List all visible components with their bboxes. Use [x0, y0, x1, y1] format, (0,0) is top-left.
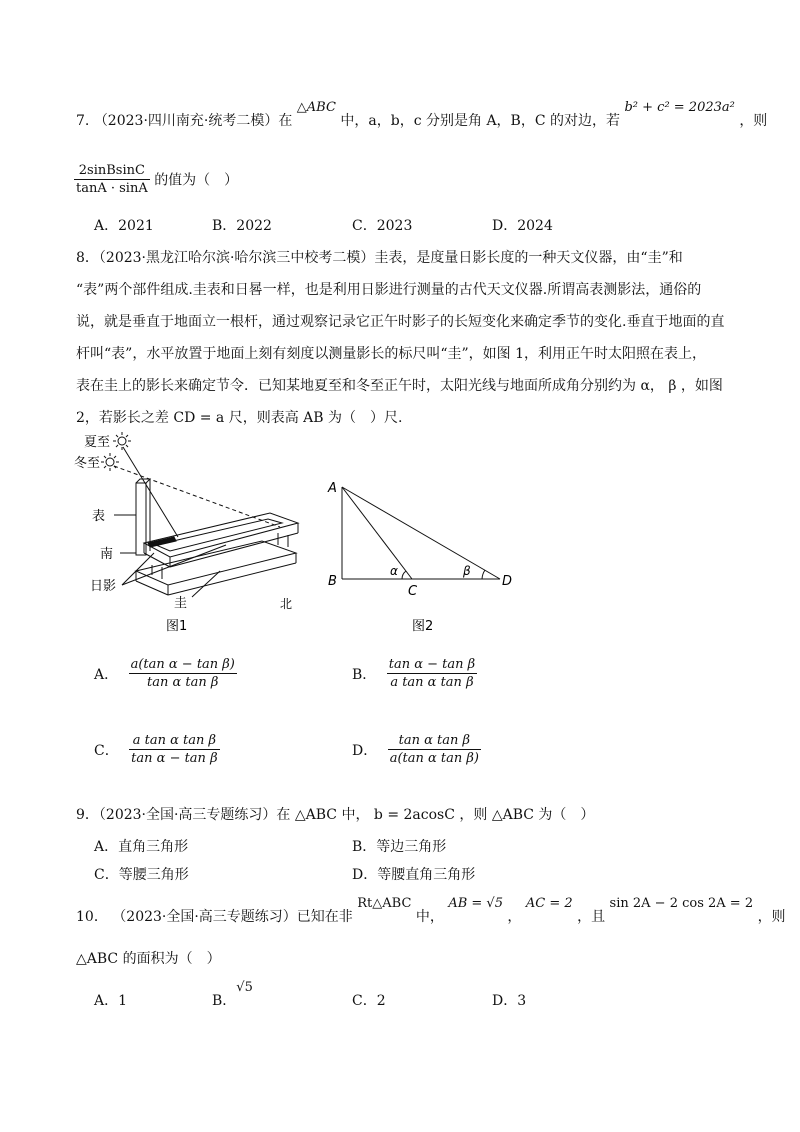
q8-option-b-numerator: tan α − tan β [388, 657, 476, 672]
label-riying: 日影 [90, 579, 117, 594]
q8-option-d-numerator: tan α tan β [388, 732, 481, 750]
q8-option-d-denominator: a(tan α tan β) [389, 751, 479, 766]
point-D: D [502, 574, 513, 589]
q8-option-b-fraction [387, 656, 477, 691]
fig2-caption: 图2 [412, 619, 434, 634]
q9-option-d-text: 等腰直角三角形 [377, 867, 476, 883]
q7-text-end: ，则 [739, 113, 768, 129]
q7-fraction-denominator: tanA · sinA [76, 181, 148, 196]
q7-fraction [74, 162, 150, 197]
q7-triangle: △ABC [296, 100, 336, 115]
q8-stem-line2: “表”两个部件组成.圭表和日晷一样，也是利用日影进行测量的古代天文仪器.所谓高表测影法，通俗的 [76, 282, 702, 298]
q10-sep: ， [507, 909, 522, 925]
label-gui: 圭 [174, 596, 188, 611]
summer-sun-rays [113, 432, 131, 450]
q10-option-b-text: √5 [236, 980, 253, 995]
q8-option-b[interactable] [352, 656, 477, 691]
q10-option-c[interactable] [352, 990, 386, 1010]
q8-option-d[interactable] [352, 732, 481, 767]
winter-ray [114, 466, 280, 527]
q10-option-c-text: 2 [376, 993, 386, 1009]
q10-text-end: ，则 [757, 909, 786, 925]
leader-gui [192, 571, 220, 597]
leader-riying1 [122, 553, 154, 585]
q7-option-a[interactable] [94, 215, 154, 235]
q8-option-c[interactable] [94, 732, 220, 767]
q9-option-c-label: C． [94, 867, 119, 883]
segment-AD [342, 487, 500, 579]
q10-number: 10． [76, 909, 108, 925]
q10-cond-pre: ，且 [577, 909, 606, 925]
q10-option-d-label: D． [492, 993, 518, 1009]
q9-option-c-text: 等腰三角形 [118, 867, 189, 883]
q8-option-a-denominator: tan α tan β [147, 675, 219, 690]
q8-figure1 [70, 425, 310, 635]
q8-option-b-label: B． [352, 666, 377, 683]
q10-option-d-text: 3 [517, 993, 527, 1009]
gui-groove [156, 519, 282, 551]
q8-option-a[interactable] [94, 656, 237, 691]
q7-option-d-label: D． [492, 218, 518, 234]
q8-option-a-numerator: a(tan α − tan β) [130, 657, 235, 672]
q7-fraction-numerator: 2sinBsinC [74, 162, 150, 180]
q7-option-a-text: 2021 [118, 218, 154, 234]
q7-option-c-label: C． [352, 218, 377, 234]
q10-option-a-label: A． [94, 993, 119, 1009]
q8-option-a-fraction [129, 656, 237, 691]
q8-stem-line6: 2，若影长之差 CD = a 尺，则表高 AB 为（ ）尺. [76, 410, 403, 426]
fig1-caption: 图1 [166, 619, 188, 634]
q8-stem-line4: 杆叫“表”，水平放置于地面上刻有刻度以测量影长的标尺叫“圭”，如图 1，利用正午时太阳照在表上， [76, 346, 706, 362]
q8-stem-line5: 表在圭上的影长来确定节令．已知某地夏至和冬至正午时，太阳光线与地面所成角分别约为 α， β ，如图 [76, 378, 723, 394]
q10-stem-line1 [76, 896, 786, 926]
label-biao: 表 [92, 509, 106, 524]
leader-riying2 [122, 545, 226, 585]
q7-option-a-label: A． [94, 218, 119, 234]
winter-sun-rays [101, 453, 119, 471]
angle-beta-label: β [463, 564, 471, 578]
q9-option-d-label: D． [352, 867, 378, 883]
q7-stem-line1 [76, 100, 768, 130]
q9-option-b-text: 等边三角形 [376, 839, 447, 855]
q9-option-a-text: 直角三角形 [118, 839, 189, 855]
q10-option-c-label: C． [352, 993, 377, 1009]
q8-option-b-denominator: a tan α tan β [390, 675, 474, 690]
q7-tail: 的值为（ ） [154, 172, 239, 189]
q10-rt-triangle: Rt△ABC [357, 896, 412, 911]
base-top [136, 541, 296, 585]
q10-option-a[interactable] [94, 990, 127, 1010]
q7-option-b[interactable] [212, 215, 272, 235]
q7-number: 7. [76, 113, 90, 129]
q7-text-mid: 中，a，b，c 分别是角 A，B，C 的对边，若 [340, 113, 621, 129]
q8-option-d-fraction [388, 732, 481, 767]
point-A: A [328, 481, 337, 496]
q10-option-d[interactable] [492, 990, 526, 1010]
q8-stem-line1: 8．（2023·黑龙江哈尔滨·哈尔滨三中校考二模）圭表，是度量日影长度的一种天文仪器，由“圭”和 [76, 250, 683, 266]
q10-stem-line2: △ABC 的面积为（ ） [76, 951, 221, 967]
q9-option-a-label: A． [94, 839, 119, 855]
point-B: B [328, 574, 337, 589]
q7-option-c-text: 2023 [376, 218, 413, 234]
winter-sun-icon [106, 458, 114, 466]
q10-text-mid: 中， [415, 909, 444, 925]
q7-option-c[interactable] [352, 215, 412, 235]
q7-option-d[interactable] [492, 215, 553, 235]
q9-option-d[interactable] [352, 864, 475, 884]
q8-figure2 [320, 475, 530, 635]
label-nan: 南 [100, 547, 114, 562]
label-bei: 北 [280, 597, 293, 611]
q10-source: （2023·全国·高三专题练习）已知在非 [112, 909, 353, 925]
q10-option-a-text: 1 [118, 993, 128, 1009]
q7-option-b-text: 2022 [236, 218, 272, 234]
q9-stem: 9．（2023·全国·高三专题练习）在 △ABC 中， b = 2acosC ，则 △ABC 为（ ） [76, 807, 595, 823]
q8-option-c-fraction [129, 732, 219, 767]
angle-beta-arc [482, 570, 485, 579]
angle-alpha-label: α [390, 564, 398, 578]
q9-option-b[interactable] [352, 836, 446, 856]
q8-stem-line3: 说，就是垂直于地面立一根杆，通过观察记录它正午时影子的长短变化来确定季节的变化.垂直于地面的直 [76, 314, 725, 330]
point-C: C [408, 584, 418, 599]
fig1-drawing [101, 432, 298, 597]
q8-option-c-numerator: a tan α tan β [129, 732, 219, 750]
q10-ab: AB = √5 [448, 896, 503, 911]
q8-option-d-label: D． [352, 742, 378, 759]
summer-sun-icon [118, 437, 126, 445]
q10-option-b[interactable] [212, 980, 253, 1010]
q8-option-c-label: C． [94, 742, 119, 759]
q7-option-d-text: 2024 [517, 218, 553, 234]
q7-option-b-label: B． [212, 218, 237, 234]
label-xiazhi: 夏至 [84, 435, 111, 450]
q10-option-b-label: B． [212, 993, 237, 1009]
q9-option-a[interactable] [94, 836, 188, 856]
q10-condition: sin 2A − 2 cos 2A = 2 [609, 896, 754, 911]
q9-option-b-label: B． [352, 839, 377, 855]
q7-stem-line2 [74, 162, 238, 197]
segment-AC [342, 487, 412, 579]
q8-option-a-label: A． [94, 666, 119, 683]
label-dongzhi: 冬至 [74, 456, 101, 471]
angle-alpha-arc [402, 571, 406, 579]
q9-option-c[interactable] [94, 864, 189, 884]
q10-ac: AC = 2 [525, 896, 573, 911]
q7-condition: b² + c² = 2023a² [624, 100, 735, 115]
q7-source: （2023·四川南充·统考二模）在 [93, 113, 293, 129]
q8-option-c-denominator: tan α − tan β [131, 751, 218, 766]
